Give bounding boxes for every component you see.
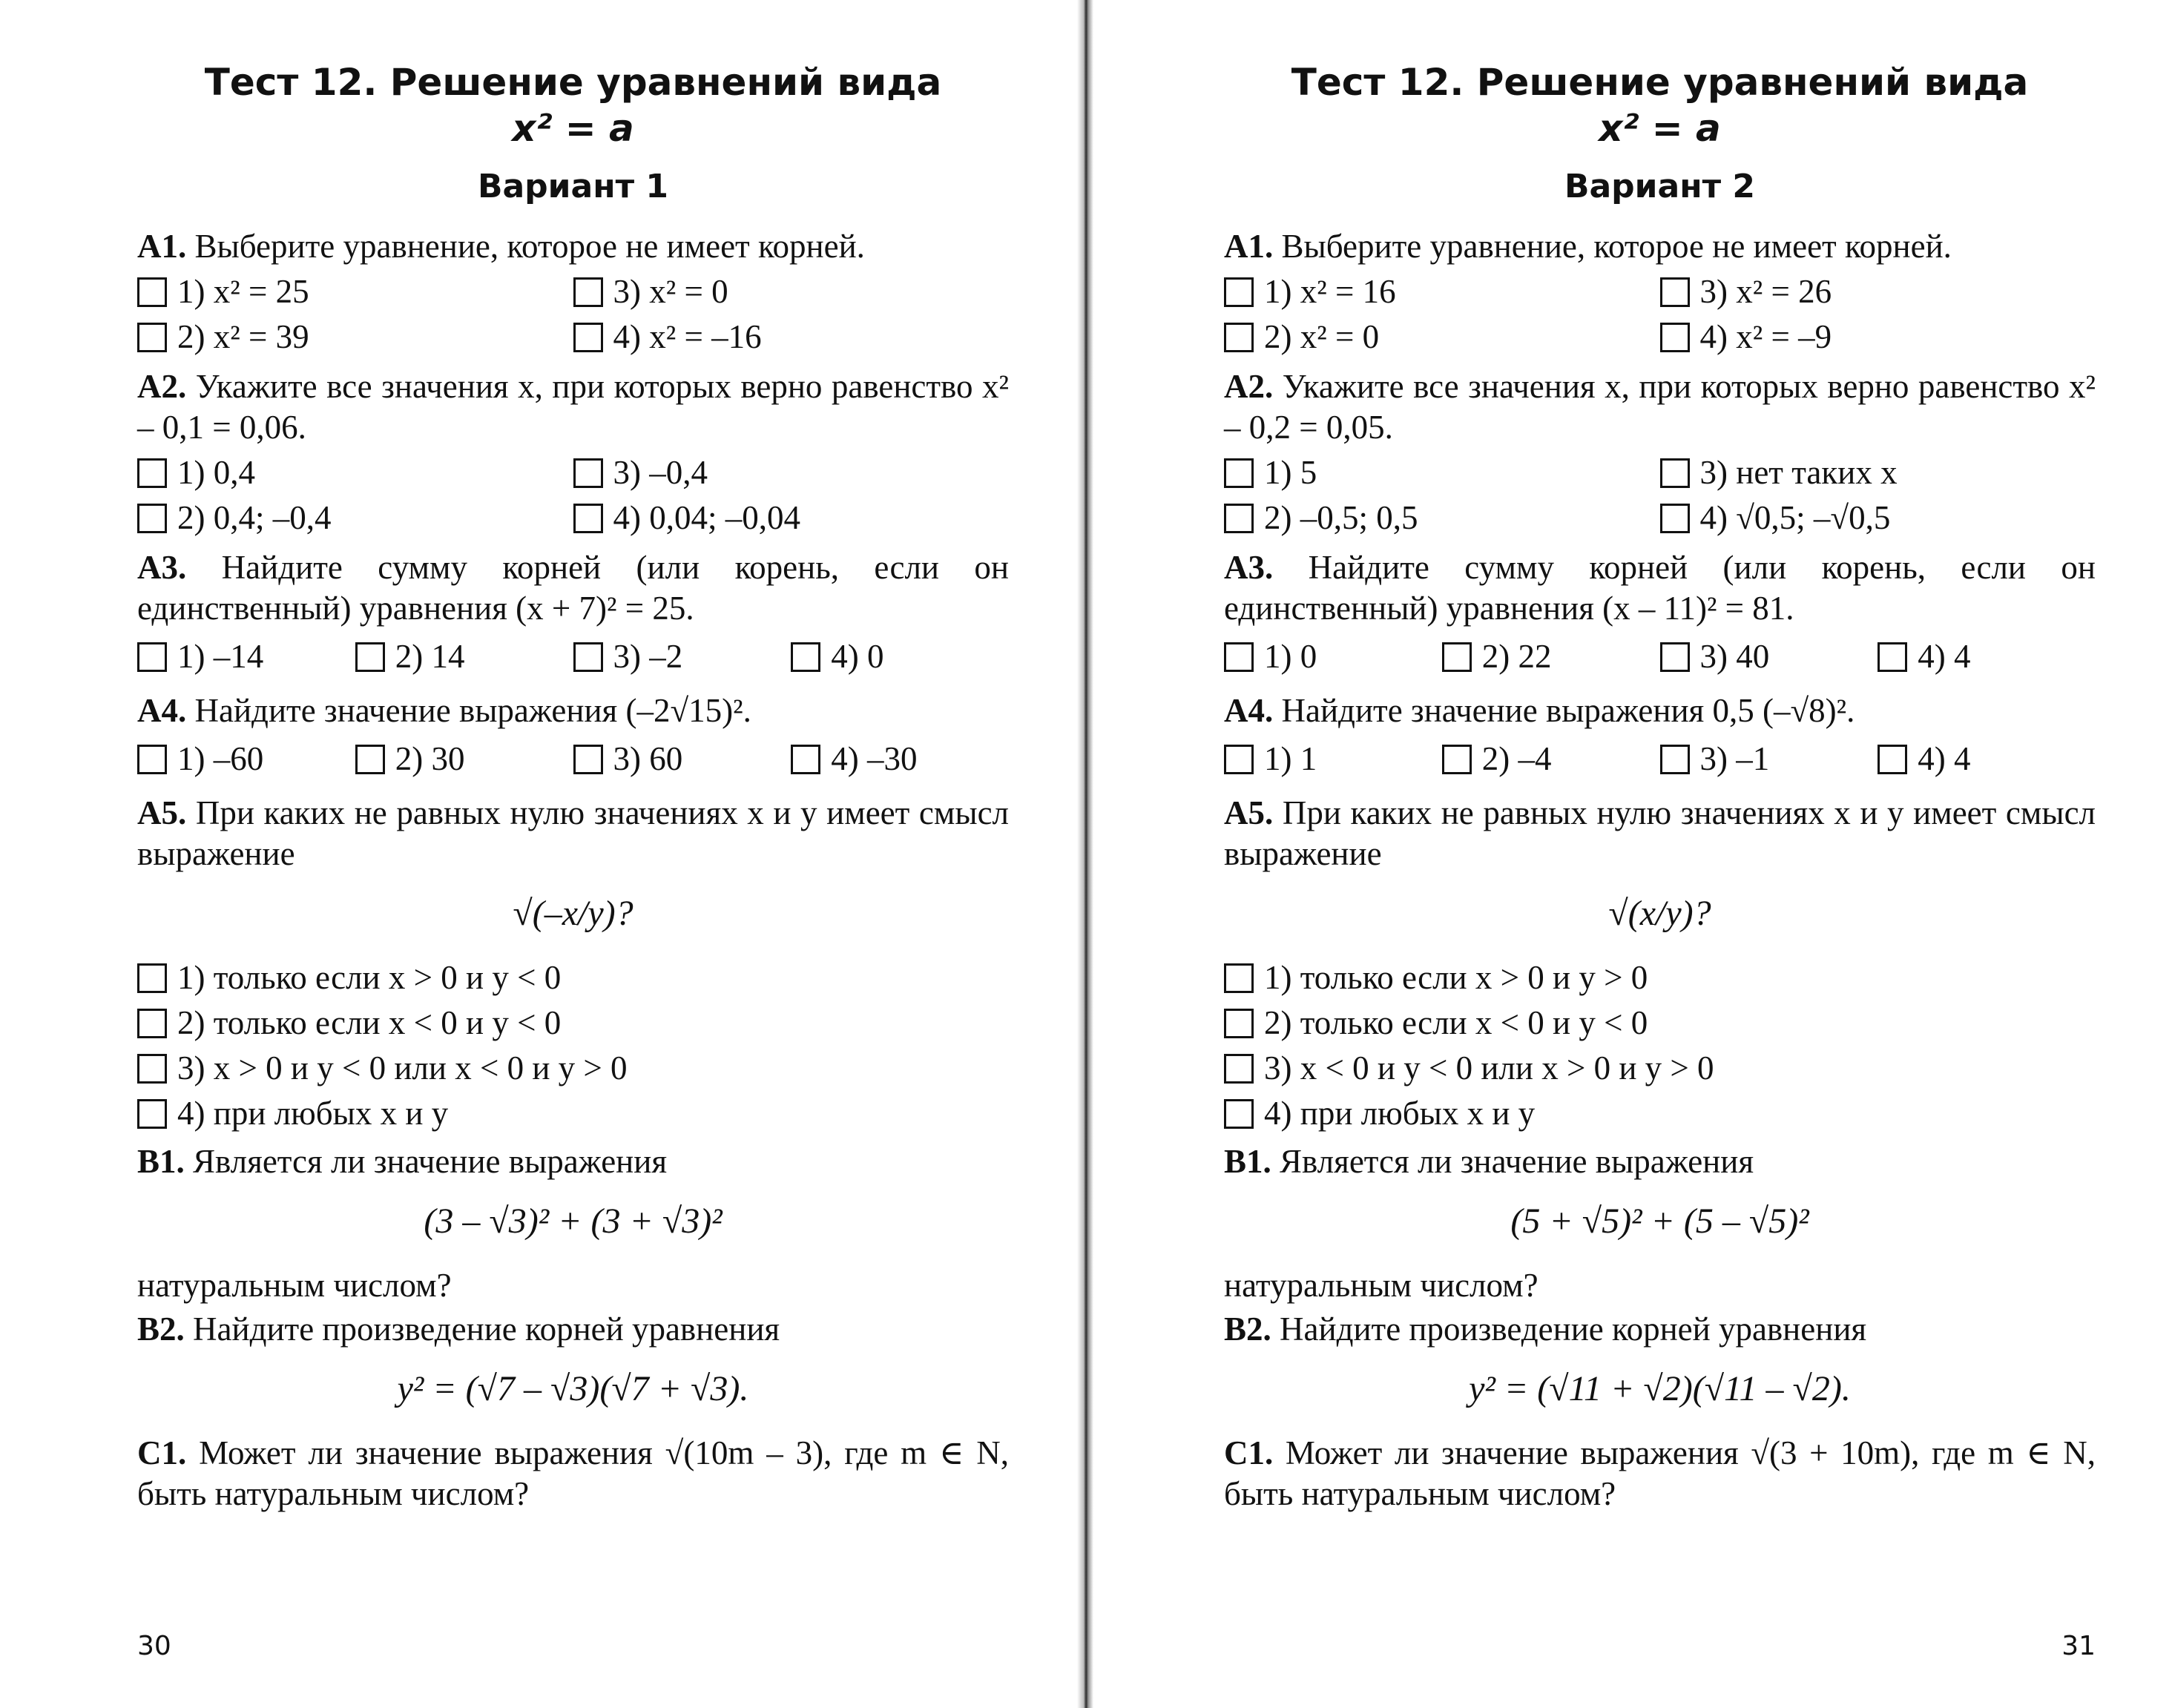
checkbox[interactable] — [1878, 642, 1907, 672]
variant-heading: Вариант 1 — [477, 168, 669, 205]
title-formula: x² = a — [512, 107, 634, 150]
checkbox[interactable] — [137, 1009, 167, 1038]
question-b1-tail: натуральным числом? — [1224, 1267, 1538, 1304]
question-a2: А2. Укажите все значения x, при которых верно равенство x² – 0,1 = 0,06. — [137, 368, 1009, 446]
checkbox[interactable] — [137, 963, 167, 993]
answer-option[interactable]: 2) только если x < 0 и y < 0 — [137, 1003, 1009, 1043]
answer-option[interactable]: 1) только если x > 0 и y > 0 — [1224, 957, 2096, 998]
answer-option[interactable]: 2) 22 — [1442, 636, 1660, 677]
question-a2: А2. Укажите все значения x, при которых верно равенство x² – 0,2 = 0,05. — [1224, 368, 2096, 446]
checkbox[interactable] — [573, 458, 603, 488]
book-gutter — [1077, 0, 1093, 1708]
answer-option[interactable]: 3) нет таких x — [1660, 452, 2096, 493]
checkbox[interactable] — [1224, 458, 1254, 488]
checkbox[interactable] — [137, 277, 167, 307]
answer-options-a1 — [1224, 271, 2096, 357]
checkbox[interactable] — [137, 504, 167, 533]
checkbox[interactable] — [573, 277, 603, 307]
checkbox[interactable] — [1224, 1054, 1254, 1084]
answer-option[interactable]: 3) x > 0 и y < 0 или x < 0 и y > 0 — [137, 1048, 1009, 1089]
answer-options-a2 — [1224, 452, 2096, 538]
checkbox[interactable] — [1224, 745, 1254, 774]
answer-option[interactable]: 4) x² = –9 — [1660, 317, 2096, 357]
checkbox[interactable] — [1224, 504, 1254, 533]
checkbox[interactable] — [1660, 323, 1690, 352]
formula: y² = (√11 + √2)(√11 – √2). — [1469, 1369, 1851, 1408]
answer-option[interactable]: 2) только если x < 0 и y < 0 — [1224, 1003, 2096, 1043]
question-b1: В1. Является ли значение выражения — [1224, 1143, 1754, 1180]
checkbox[interactable] — [1660, 458, 1690, 488]
answer-option[interactable]: 4) 0 — [791, 636, 1009, 677]
question-b1: В1. Является ли значение выражения — [137, 1143, 668, 1180]
answer-options-a5 — [1224, 957, 2096, 1134]
answer-option[interactable]: 2) 14 — [355, 636, 573, 677]
page-left — [137, 59, 1009, 1684]
checkbox[interactable] — [137, 1099, 167, 1129]
checkbox[interactable] — [137, 323, 167, 352]
question-b1-tail: натуральным числом? — [137, 1267, 452, 1304]
checkbox[interactable] — [573, 745, 603, 774]
answer-options-a1 — [137, 271, 1009, 357]
checkbox[interactable] — [1878, 745, 1907, 774]
question-a1: А1. Выберите уравнение, которое не имеет корней. — [137, 228, 865, 265]
answer-option[interactable]: 4) 4 — [1878, 739, 2096, 779]
formula: √(x/y)? — [1608, 894, 1711, 933]
test-title: Тест 12. Решение уравнений вида x² = a — [204, 61, 942, 150]
checkbox[interactable] — [791, 642, 820, 672]
checkbox[interactable] — [137, 642, 167, 672]
checkbox[interactable] — [573, 504, 603, 533]
answer-options-a2 — [137, 452, 1009, 538]
question-a1: А1. Выберите уравнение, которое не имеет корней. — [1224, 228, 1952, 265]
answer-option[interactable]: 4) √0,5; –√0,5 — [1660, 498, 2096, 538]
answer-option[interactable]: 3) x² = 26 — [1660, 271, 2096, 312]
answer-options-a3 — [1224, 636, 2096, 677]
answer-option[interactable]: 3) x < 0 и y < 0 или x > 0 и y > 0 — [1224, 1048, 2096, 1089]
checkbox[interactable] — [355, 745, 385, 774]
answer-option[interactable]: 3) –1 — [1660, 739, 1878, 779]
checkbox[interactable] — [573, 642, 603, 672]
checkbox[interactable] — [1224, 277, 1254, 307]
answer-option[interactable]: 1) –14 — [137, 636, 355, 677]
answer-option[interactable]: 2) 0,4; –0,4 — [137, 498, 573, 538]
answer-option[interactable]: 1) –60 — [137, 739, 355, 779]
answer-option[interactable]: 2) x² = 0 — [1224, 317, 1660, 357]
checkbox[interactable] — [137, 458, 167, 488]
checkbox[interactable] — [1660, 745, 1690, 774]
checkbox[interactable] — [1224, 642, 1254, 672]
answer-option[interactable]: 4) при любых x и y — [137, 1093, 1009, 1134]
question-c1: С1. Может ли значение выражения √(10m – 3), где m ∈ N, быть натуральным числом? — [137, 1434, 1010, 1512]
question-b2: В2. Найдите произведение корней уравнения — [1224, 1310, 1867, 1348]
answer-option[interactable]: 1) x² = 25 — [137, 271, 573, 312]
answer-option[interactable]: 3) –2 — [573, 636, 792, 677]
answer-option[interactable]: 4) 4 — [1878, 636, 2096, 677]
checkbox[interactable] — [1224, 323, 1254, 352]
checkbox[interactable] — [1660, 277, 1690, 307]
answer-option[interactable]: 1) 5 — [1224, 452, 1660, 493]
formula: (3 – √3)² + (3 + √3)² — [424, 1201, 723, 1241]
answer-option[interactable]: 4) при любых x и y — [1224, 1093, 2096, 1134]
checkbox[interactable] — [1442, 642, 1472, 672]
page-right — [1224, 59, 2096, 1684]
answer-option[interactable]: 1) 0 — [1224, 636, 1442, 677]
answer-option[interactable]: 1) 1 — [1224, 739, 1442, 779]
answer-options-a4 — [1224, 739, 2096, 779]
answer-options-a4 — [137, 739, 1009, 779]
question-a3: А3. Найдите сумму корней (или корень, если он единственный) уравнения (x + 7)² = 25. — [137, 549, 1009, 627]
checkbox[interactable] — [1224, 1099, 1254, 1129]
checkbox[interactable] — [1660, 504, 1690, 533]
checkbox[interactable] — [1224, 963, 1254, 993]
answer-option[interactable]: 4) –30 — [791, 739, 1009, 779]
checkbox[interactable] — [137, 745, 167, 774]
page-number: 30 — [137, 1631, 171, 1661]
checkbox[interactable] — [573, 323, 603, 352]
answer-option[interactable]: 4) 0,04; –0,04 — [573, 498, 1010, 538]
checkbox[interactable] — [1660, 642, 1690, 672]
page-number: 31 — [2061, 1631, 2096, 1661]
formula: (5 + √5)² + (5 – √5)² — [1510, 1201, 1809, 1241]
checkbox[interactable] — [355, 642, 385, 672]
answer-options-a3 — [137, 636, 1009, 677]
question-a4: А4. Найдите значение выражения (–2√15)². — [137, 692, 751, 729]
checkbox[interactable] — [137, 1054, 167, 1084]
variant-heading: Вариант 2 — [1564, 168, 1756, 205]
checkbox[interactable] — [1224, 1009, 1254, 1038]
answer-option[interactable]: 3) –0,4 — [573, 452, 1010, 493]
test-title: Тест 12. Решение уравнений вида x² = a — [1291, 61, 2029, 150]
answer-option[interactable]: 1) x² = 16 — [1224, 271, 1660, 312]
answer-option[interactable]: 3) x² = 0 — [573, 271, 1010, 312]
question-c1: С1. Может ли значение выражения √(3 + 10m), где m ∈ N, быть натуральным числом? — [1224, 1434, 2096, 1512]
answer-option[interactable]: 2) –4 — [1442, 739, 1660, 779]
title-formula: x² = a — [1599, 107, 1721, 150]
question-a4: А4. Найдите значение выражения 0,5 (–√8)². — [1224, 692, 1855, 729]
answer-options-a5 — [137, 957, 1009, 1134]
answer-option[interactable]: 2) –0,5; 0,5 — [1224, 498, 1660, 538]
answer-option[interactable]: 3) 60 — [573, 739, 792, 779]
formula: y² = (√7 – √3)(√7 + √3). — [397, 1369, 749, 1408]
answer-option[interactable]: 4) x² = –16 — [573, 317, 1010, 357]
checkbox[interactable] — [1442, 745, 1472, 774]
checkbox[interactable] — [791, 745, 820, 774]
question-a5: А5. При каких не равных нулю значениях x и y имеет смысл выражение — [1224, 794, 2096, 872]
answer-option[interactable]: 1) 0,4 — [137, 452, 573, 493]
answer-option[interactable]: 2) 30 — [355, 739, 573, 779]
answer-option[interactable]: 2) x² = 39 — [137, 317, 573, 357]
answer-option[interactable]: 1) только если x > 0 и y < 0 — [137, 957, 1009, 998]
question-a3: А3. Найдите сумму корней (или корень, если он единственный) уравнения (x – 11)² = 81. — [1224, 549, 2096, 627]
answer-option[interactable]: 3) 40 — [1660, 636, 1878, 677]
question-a5: А5. При каких не равных нулю значениях x и y имеет смысл выражение — [137, 794, 1010, 872]
question-b2: В2. Найдите произведение корней уравнения — [137, 1310, 780, 1348]
formula: √(–x/y)? — [513, 894, 634, 933]
